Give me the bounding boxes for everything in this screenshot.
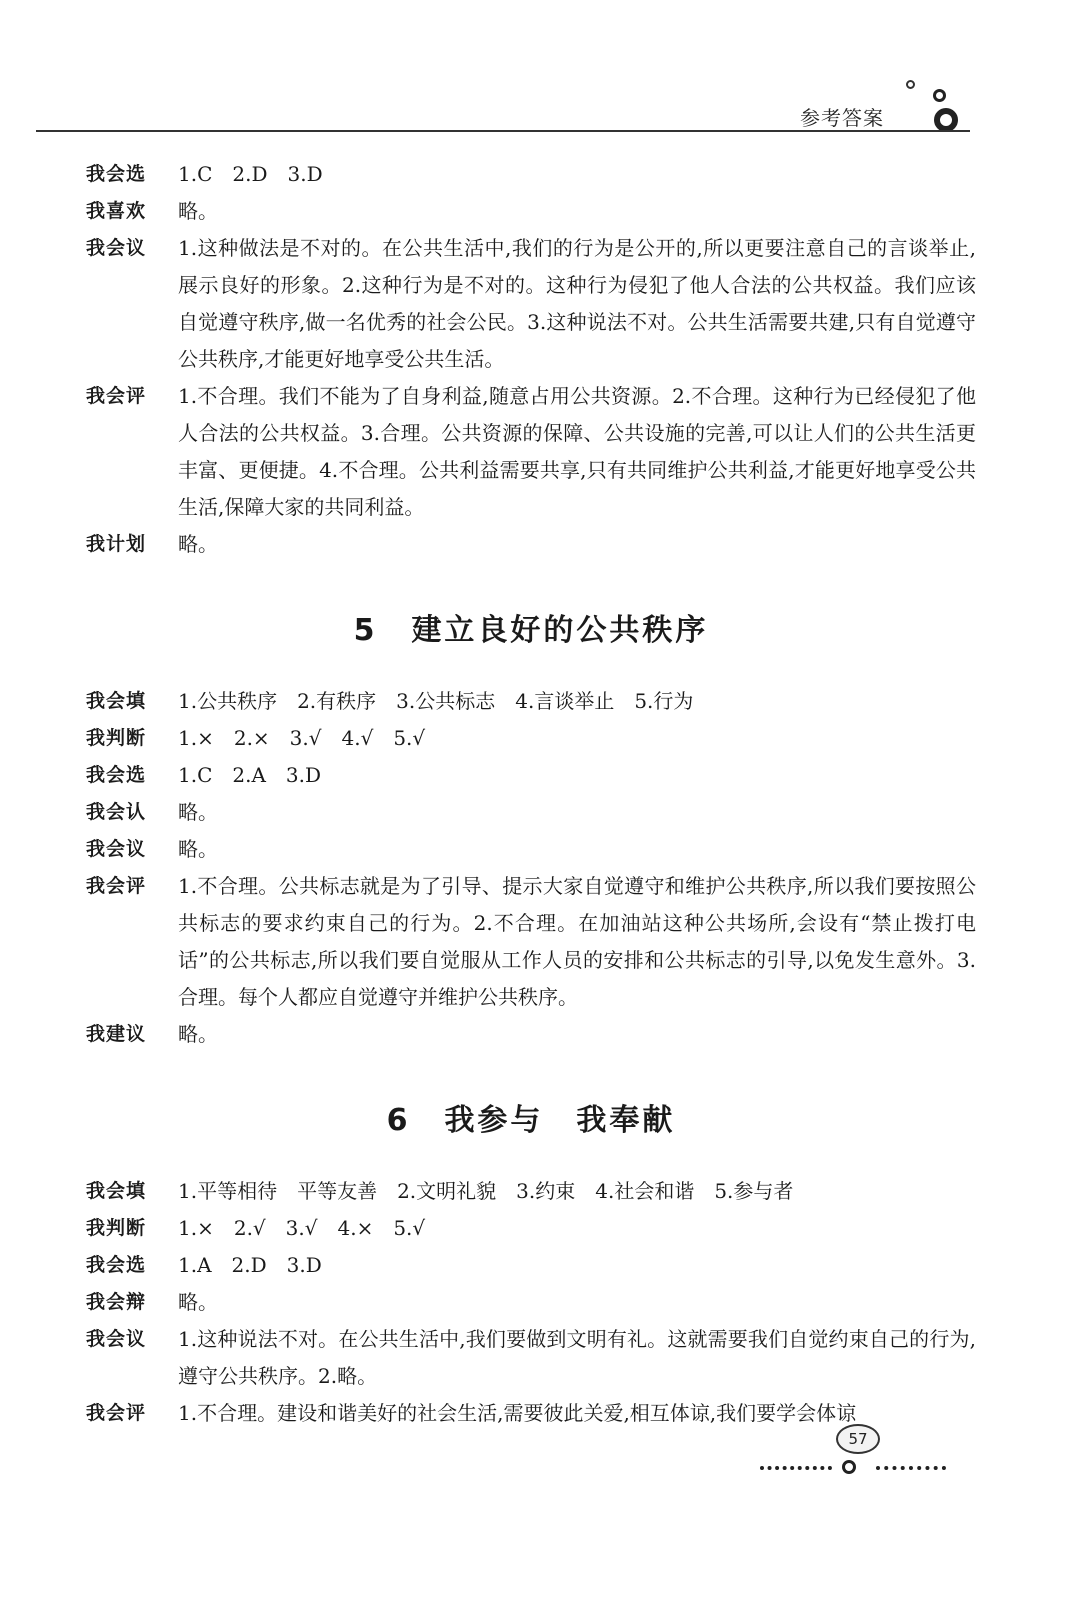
entry-label: 我会认 [86,801,147,823]
entry-label: 我判断 [86,727,147,749]
section-number: 5 [353,613,378,648]
answer-entry [86,757,976,794]
answer-entry [86,683,976,720]
entry-text: 略。 [178,837,218,861]
answer-entry [86,378,976,526]
answer-entry [86,1321,976,1395]
entry-text: 1.这种说法不对。在公共生活中,我们要做到文明有礼。这就需要我们自觉约束自己的行为,遵守公共秩序。2.略。 [178,1327,976,1388]
entry-text: 1.不合理。建设和谐美好的社会生活,需要彼此关爱,相互体谅,我们要学会体谅 [178,1401,857,1425]
decorative-ring-icon [842,1460,856,1474]
entry-label: 我计划 [86,533,147,555]
entry-text: 1.C 2.A 3.D [178,763,322,787]
entry-label: 我建议 [86,1023,147,1045]
header-title: 参考答案 [800,106,884,130]
dotted-divider [876,1460,946,1470]
header-divider [36,130,970,132]
entry-text: 1.不合理。公共标志就是为了引导、提示大家自觉遵守和维护公共秩序,所以我们要按照公共标志的要求约束自己的行为。2.不合理。在加油站这种公共场所,会设有“禁止拨打电话”的公共标志,所以我们要自觉服从工作人员的安排和公共标志的引导,以免发生意外。3.合理。每个人都应自觉遵守并维护公共秩序。 [178,874,976,1009]
entry-label: 我会填 [86,1180,147,1202]
answer-entry [86,720,976,757]
entry-text: 1.× 2.× 3.√ 4.√ 5.√ [178,726,426,750]
decorative-ring-icon [934,108,958,132]
dotted-divider [760,1460,832,1470]
answer-content [86,156,976,1432]
entry-label: 我会评 [86,1402,147,1424]
entry-label: 我喜欢 [86,200,147,222]
entry-text: 1.A 2.D 3.D [178,1253,322,1277]
entry-label: 我判断 [86,1217,147,1239]
section-heading: 建立良好的公共秩序 [411,613,709,648]
answer-entry [86,156,976,193]
answer-entry [86,1210,976,1247]
entry-text: 略。 [178,199,218,223]
answer-entry [86,230,976,378]
entry-label: 我会评 [86,875,147,897]
section-6-title [86,1095,976,1139]
entry-label: 我会填 [86,690,147,712]
entry-text: 1.不合理。我们不能为了自身利益,随意占用公共资源。2.不合理。这种行为已经侵犯了他人合法的公共权益。3.合理。公共资源的保障、公共设施的完善,可以让人们的公共生活更丰富、更便捷。4.不合理。公共利益需要共享,只有共同维护公共利益,才能更好地享受公共生活,保障大家的共同利益。 [178,384,976,519]
answer-entry [86,526,976,563]
answer-entry [86,1016,976,1053]
entry-label: 我会议 [86,838,147,860]
entry-text: 略。 [178,532,218,556]
decorative-circle-icon [933,89,946,102]
entry-label: 我会选 [86,1254,147,1276]
entry-label: 我会辩 [86,1291,147,1313]
entry-text: 1.公共秩序 2.有秩序 3.公共标志 4.言谈举止 5.行为 [178,689,694,713]
section-6-entries [86,1173,976,1432]
entry-text: 略。 [178,1290,218,1314]
entry-text: 1.C 2.D 3.D [178,162,323,186]
answer-entry [86,868,976,1016]
entry-text: 1.平等相待 平等友善 2.文明礼貌 3.约束 4.社会和谐 5.参与者 [178,1179,794,1203]
answer-entry [86,1284,976,1321]
entry-label: 我会选 [86,764,147,786]
answer-entry [86,193,976,230]
section-number: 6 [386,1103,411,1138]
entry-text: 1.× 2.√ 3.√ 4.× 5.√ [178,1216,426,1240]
entry-label: 我会评 [86,385,147,407]
section-5-title [86,605,976,649]
entry-label: 我会议 [86,1328,147,1350]
entry-text: 略。 [178,800,218,824]
section-5-entries [86,683,976,1053]
answer-entry [86,794,976,831]
entry-label: 我会议 [86,237,147,259]
decorative-circle-icon [906,80,915,89]
entry-label: 我会选 [86,163,147,185]
page-header [0,0,1081,140]
page-footer [760,1420,960,1480]
entry-text: 1.这种做法是不对的。在公共生活中,我们的行为是公开的,所以更要注意自己的言谈举止,展示良好的形象。2.这种行为是不对的。这种行为侵犯了他人合法的公共权益。我们应该自觉遵守秩序,做一名优秀的社会公民。3.这种说法不对。公共生活需要共建,只有自觉遵守公共秩序,才能更好地享受公共生活。 [178,236,976,371]
top-entries [86,156,976,563]
answer-entry [86,831,976,868]
entry-text: 略。 [178,1022,218,1046]
section-heading: 我参与 我奉献 [444,1103,676,1138]
page-number: 57 [836,1424,880,1454]
answer-entry [86,1173,976,1210]
answer-entry [86,1247,976,1284]
